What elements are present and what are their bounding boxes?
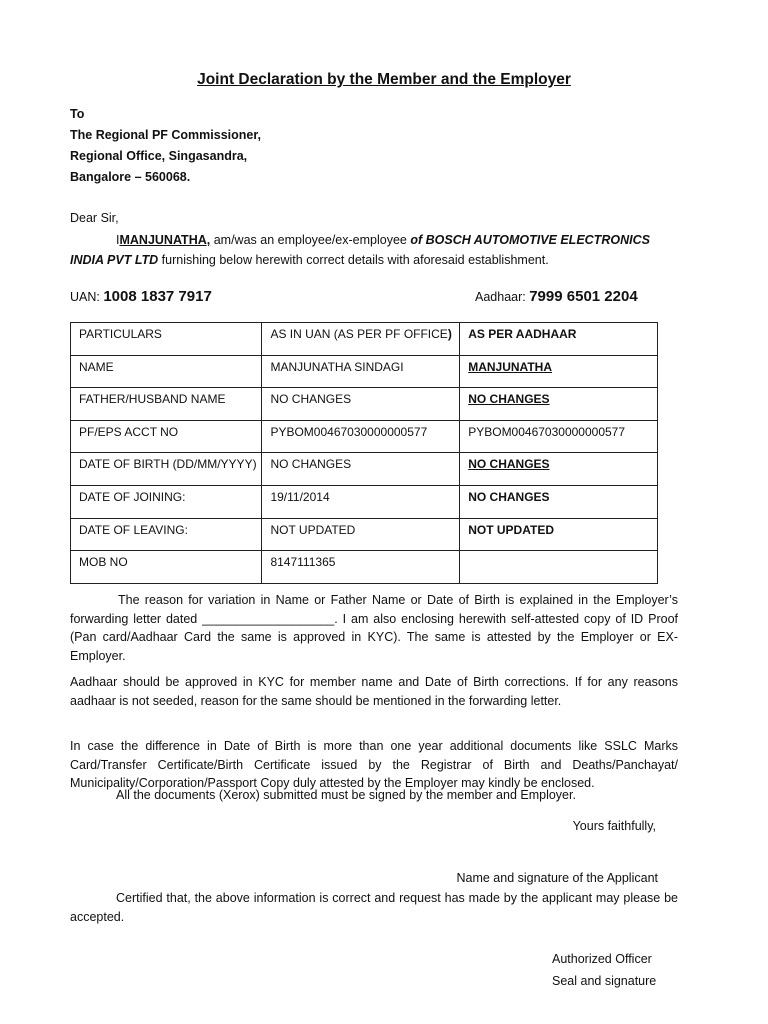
intro-prefix: I	[116, 233, 120, 247]
details-table	[70, 322, 658, 584]
xerox-paragraph: All the documents (Xerox) submitted must be signed by the member and Employer.	[116, 788, 576, 802]
table-row	[71, 551, 658, 584]
kyc-paragraph: Aadhaar should be approved in KYC for member name and Date of Birth corrections. If for any reasons aadhaar is not seeded, reason for the same should be mentioned in the forwarding letter.	[70, 675, 678, 708]
row-label: NAME	[71, 355, 262, 388]
row-label: MOB NO	[71, 551, 262, 584]
aadhaar-value: 7999 6501 2204	[529, 288, 638, 305]
intro-paragraph	[70, 230, 660, 270]
row-uan-value: NO CHANGES	[262, 453, 460, 486]
applicant-signature-label: Name and signature of the Applicant	[456, 871, 658, 885]
row-uan-value: NOT UPDATED	[262, 518, 460, 551]
row-label: DATE OF JOINING:	[71, 485, 262, 518]
table-row	[71, 485, 658, 518]
aadhaar-line	[475, 285, 638, 309]
salutation: Dear Sir,	[70, 211, 119, 225]
documents-paragraph: In case the difference in Date of Birth is more than one year additional documents like SSLC Marks Card/Transfer Certificate/Birth Certificate issued by the Registrar of Birth and Deaths/Panchayat/ Municipality/Corporation/Passport Copy duly attested by the Employer may kindly be enclosed.	[70, 739, 678, 790]
row-aadhaar-value: NOT UPDATED	[460, 518, 658, 551]
intro-suffix: furnishing below herewith correct details with aforesaid establishment.	[158, 253, 549, 267]
address-line-3: Bangalore – 560068.	[70, 170, 191, 184]
table-row	[71, 453, 658, 486]
company-name: of BOSCH AUTOMOTIVE ELECTRONICS INDIA PVT LTD	[70, 233, 650, 267]
uan-value: 1008 1837 7917	[103, 288, 212, 305]
row-uan-value: 8147111365	[262, 551, 460, 584]
header-as-per-aadhaar: AS PER AADHAAR	[460, 323, 658, 356]
intro-middle: am/was an employee/ex-employee	[210, 233, 411, 247]
authorized-officer-block	[552, 948, 656, 992]
address-to: To	[70, 107, 85, 121]
row-aadhaar-value: NO CHANGES	[460, 388, 658, 421]
recipient-address	[70, 104, 261, 188]
row-uan-value: 19/11/2014	[262, 485, 460, 518]
header-as-in-uan: AS IN UAN (AS PER PF OFFICE)	[262, 323, 460, 356]
address-line-2: Regional Office, Singasandra,	[70, 149, 248, 163]
row-uan-value: PYBOM00467030000000577	[262, 420, 460, 453]
authorized-officer-label: Authorized Officer	[552, 952, 652, 966]
row-label: FATHER/HUSBAND NAME	[71, 388, 262, 421]
row-aadhaar-value: NO CHANGES	[460, 485, 658, 518]
row-label: PF/EPS ACCT NO	[71, 420, 262, 453]
row-aadhaar-value: PYBOM00467030000000577	[460, 420, 658, 453]
seal-signature-label: Seal and signature	[552, 974, 657, 988]
document-title: Joint Declaration by the Member and the Employer	[197, 71, 571, 88]
address-line-1: The Regional PF Commissioner,	[70, 128, 262, 142]
table-row	[71, 420, 658, 453]
row-label: DATE OF LEAVING:	[71, 518, 262, 551]
row-uan-value: NO CHANGES	[262, 388, 460, 421]
row-aadhaar-value: NO CHANGES	[460, 453, 658, 486]
row-label: DATE OF BIRTH (DD/MM/YYYY)	[71, 453, 262, 486]
table-row	[71, 388, 658, 421]
table-header-row	[71, 323, 658, 356]
yours-faithfully: Yours faithfully,	[572, 819, 656, 833]
member-name: MANJUNATHA,	[119, 233, 211, 247]
uan-label: UAN:	[70, 290, 104, 304]
aadhaar-label: Aadhaar:	[475, 290, 530, 304]
row-uan-value: MANJUNATHA SINDAGI	[262, 355, 460, 388]
row-aadhaar-value: MANJUNATHA	[460, 355, 658, 388]
uan-line	[70, 285, 212, 309]
table-row	[71, 518, 658, 551]
table-row	[71, 355, 658, 388]
variation-reason-paragraph: The reason for variation in Name or Father Name or Date of Birth is explained in the Employer’s forwarding letter dated ___________________. I am also enclosing herewith self-attested copy of ID Proof (Pan card/Aadhaar Card the same is approved in KYC). The same is attested by the Employer or EX-Employer.	[70, 593, 678, 663]
row-aadhaar-value	[460, 551, 658, 584]
certification-paragraph: Certified that, the above information is correct and request has made by the applicant may please be accepted.	[70, 891, 678, 924]
header-particulars: PARTICULARS	[71, 323, 262, 356]
